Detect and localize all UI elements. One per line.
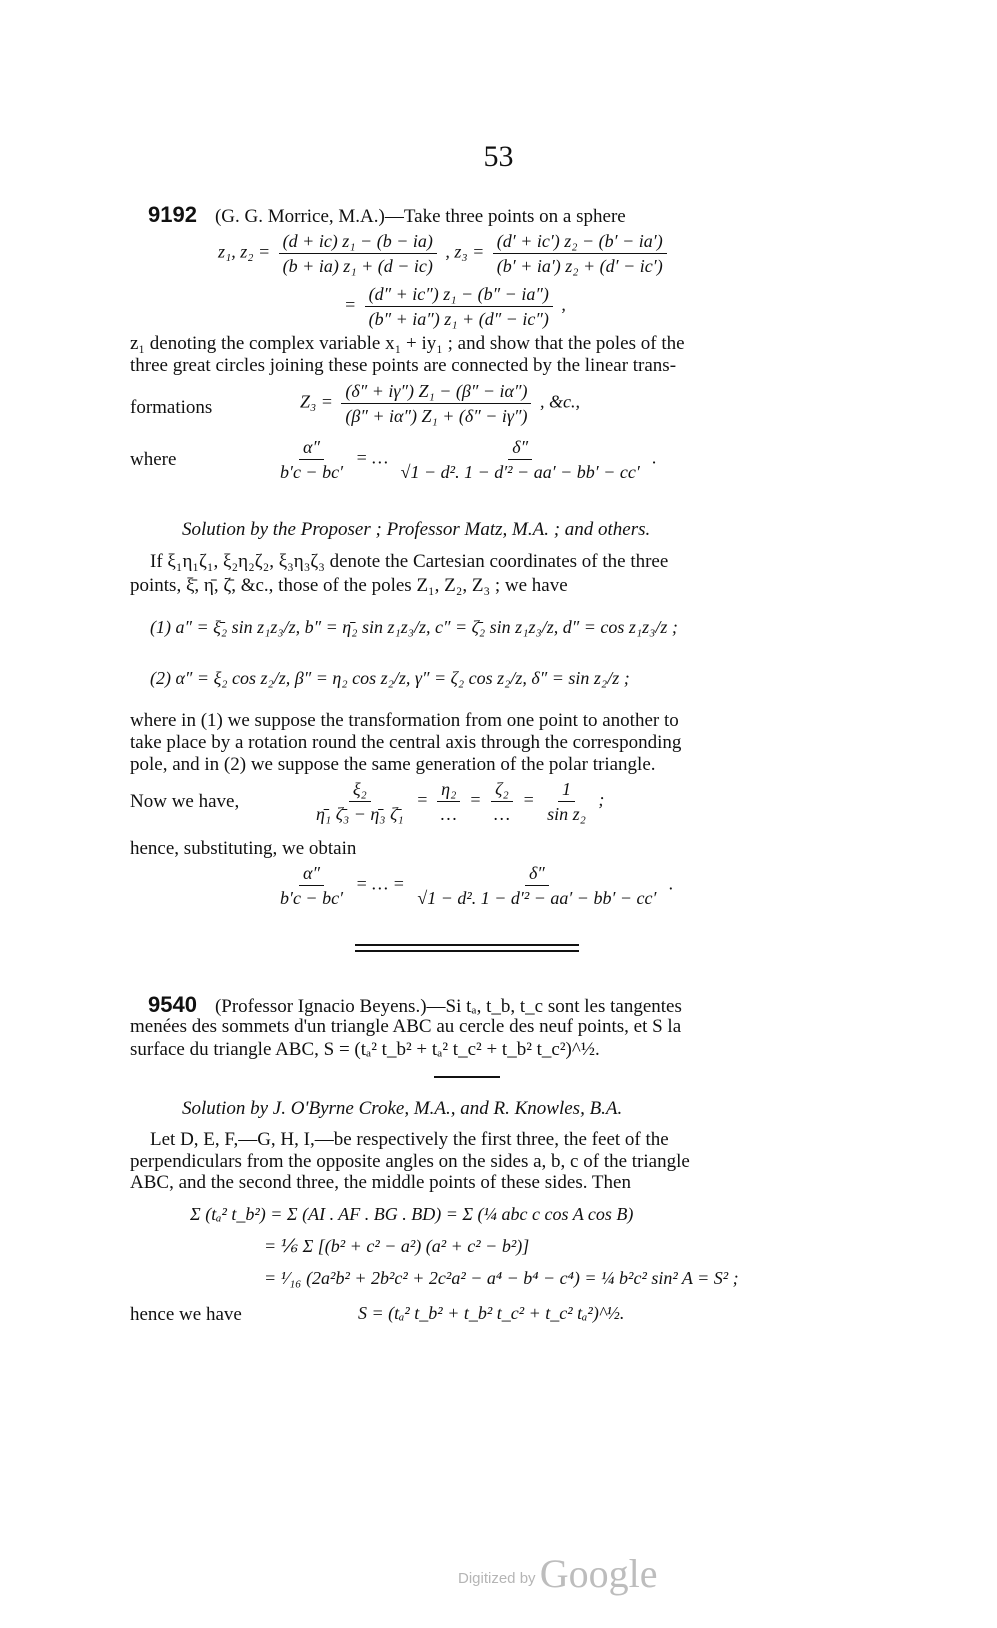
equation-where <box>272 436 657 483</box>
fraction <box>413 862 660 909</box>
eq-mid: , z₃ = <box>445 241 485 262</box>
equation-sum-2: = ⅙ Σ [(b² + c² − a²) (a² + c² − b²)] <box>264 1236 530 1256</box>
text-line: pole, and in (2) we suppose the same generation of the polar triangle. <box>130 754 656 775</box>
text-line: surface du triangle ABC, S = (tₐ² t_b² + tₐ² t_c² + t_b² t_c²)^½. <box>130 1039 600 1060</box>
now-label: Now we have, <box>130 791 240 812</box>
text-line: three great circles joining these points are connected by the linear trans- <box>130 355 677 376</box>
text-line: Let D, E, F,—G, H, I,—be respectively the first three, the feet of the <box>150 1129 669 1150</box>
where-label: where <box>130 449 177 470</box>
denominator: (β″ + iα″) Z₁ + (δ″ − iγ″) <box>345 406 528 426</box>
short-rule <box>434 1076 500 1078</box>
numerator: δ″ <box>508 436 532 460</box>
text-line: perpendiculars from the opposite angles on the sides a, b, c of the triangle <box>130 1151 690 1172</box>
equation-z3-alt <box>344 283 566 330</box>
fraction <box>279 230 437 277</box>
equation-now: $\frac{\text{ξ₂}}{\text{η̄₁ ζ̄₃ − η̄₃ ζ̄₁}}$ = $\frac{\text{η₂}}{\dots}$ = $\frac{\text{ζ₂}}{\dots}$ = $\frac{1}{\text{sin z₂}}$ ; <box>308 778 604 825</box>
text-line: where in (1) we suppose the transformation from one point to another to <box>130 710 679 731</box>
eq-lhs: Z₃ = <box>300 391 333 412</box>
numerator: ξ₂ <box>349 778 371 802</box>
numerator: η₂ <box>437 778 460 802</box>
digitized-watermark <box>458 1550 657 1597</box>
solution-heading: Solution by J. O'Byrne Croke, M.A., and R. Knowles, B.A. <box>182 1098 623 1119</box>
eq-mid: = … = <box>355 873 405 894</box>
problem-number: 9540 <box>148 992 197 1017</box>
text-line: z₁ denoting the complex variable x₁ + iy₁ ; and show that the poles of the <box>130 333 685 354</box>
equation-final <box>272 862 673 909</box>
denominator: … <box>440 804 457 824</box>
hence-label: hence we have <box>130 1304 242 1325</box>
fraction <box>493 230 667 277</box>
eq-tail: , <box>561 294 566 315</box>
denominator: √1 − d². 1 − d′² − aa′ − bb′ − cc′ <box>417 888 657 908</box>
denominator: b′c − bc′ <box>280 888 343 908</box>
solution-heading: Solution by the Proposer ; Professor Matz, M.A. ; and others. <box>182 519 651 540</box>
eq-tail: . <box>668 873 674 894</box>
numerator: (d″ + ic″) z₁ − (b″ − ia″) <box>365 283 553 307</box>
text-line: If ξ₁η₁ζ₁, ξ₂η₂ζ₂, ξ₃η₃ζ₃ denote the Cartesian coordinates of the three <box>150 551 669 572</box>
denominator: (b′ + ia′) z₂ + (d′ − ic′) <box>496 256 663 276</box>
denominator: (b″ + ia″) z₁ + (d″ − ic″) <box>368 309 549 329</box>
eq-tail: ; <box>598 789 605 810</box>
denominator: sin z₂ <box>547 804 586 824</box>
fraction <box>397 436 644 483</box>
fraction <box>365 283 553 330</box>
divider-rule <box>355 944 579 946</box>
fraction <box>276 436 347 483</box>
eq-tail: . <box>652 447 657 468</box>
numerator: ζ₂ <box>491 778 513 802</box>
fraction <box>276 862 347 909</box>
numerator: α″ <box>299 862 324 886</box>
equation-Z3 <box>300 380 580 427</box>
numerator: (d′ + ic′) z₂ − (b′ − ia′) <box>493 230 667 254</box>
digitized-label: Digitized by <box>458 1570 536 1587</box>
text-line: ABC, and the second three, the middle points of these sides. Then <box>130 1172 631 1193</box>
fraction <box>312 778 408 825</box>
text-line: take place by a rotation round the central axis through the corresponding <box>130 732 682 753</box>
denominator: (b + ia) z₁ + (d − ic) <box>282 256 433 276</box>
fraction <box>543 778 590 825</box>
numerator: (d + ic) z₁ − (b − ia) <box>279 230 437 254</box>
problem-9192 <box>148 202 626 229</box>
problem-number: 9192 <box>148 202 197 227</box>
numerator: δ″ <box>525 862 549 886</box>
fraction <box>490 778 514 825</box>
eq-tail: , &c., <box>539 391 580 412</box>
numerator: α″ <box>299 436 324 460</box>
fraction <box>437 778 461 825</box>
problem-line: (Professor Ignacio Beyens.)—Si tₐ, t_b, t_c sont les tangentes <box>214 996 682 1017</box>
fraction <box>341 380 531 427</box>
numerator: 1 <box>558 778 575 802</box>
equation-2: (2) α″ = ξ₂ cos z₂/z, β″ = η₂ cos z₂/z, γ″ = ζ₂ cos z₂/z, δ″ = sin z₂/z ; <box>150 668 630 688</box>
denominator: √1 − d². 1 − d′² − aa′ − bb′ − cc′ <box>400 462 640 482</box>
equation-1: (1) a″ = ξ̄₂ sin z₁z₃/z, b″ = η̄₂ sin z₁z₃/z, c″ = ζ̄₂ sin z₁z₃/z, d″ = cos z₁z₃/z ; <box>150 617 678 637</box>
text-line: hence, substituting, we obtain <box>130 838 357 859</box>
problem-header: (G. G. Morrice, M.A.)—Take three points on a sphere <box>214 206 626 227</box>
eq-lhs: z₁, z₂ = <box>218 241 271 262</box>
text-line: points, ξ̄, η̄, ζ̄, &c., those of the poles Z₁, Z₂, Z₃ ; we have <box>130 575 568 596</box>
equation-S: S = (tₐ² t_b² + t_b² t_c² + t_c² tₐ²)^½. <box>358 1303 625 1323</box>
google-logo: Google <box>539 1551 658 1596</box>
eq-sign: = <box>344 294 357 315</box>
page-number: 53 <box>483 140 514 173</box>
equation-sum-1: Σ (tₐ² t_b²) = Σ (AI . AF . BG . BD) = Σ (¼ abc c cos A cos B) <box>190 1204 634 1224</box>
equation-sum-3: = ¹⁄₁₆ (2a²b² + 2b²c² + 2c²a² − a⁴ − b⁴ − c⁴) = ¼ b²c² sin² A = S² ; <box>264 1268 739 1288</box>
divider-rule <box>355 950 579 952</box>
equation-z1-z2 <box>218 230 671 277</box>
denominator: … <box>493 804 510 824</box>
denominator: b′c − bc′ <box>280 462 343 482</box>
eq-mid: = … <box>355 447 389 468</box>
numerator: (δ″ + iγ″) Z₁ − (β″ − iα″) <box>341 380 531 404</box>
text-line: menées des sommets d'un triangle ABC au cercle des neuf points, et S la <box>130 1016 682 1037</box>
denominator: η̄₁ ζ̄₃ − η̄₃ ζ̄₁ <box>316 804 404 824</box>
formations-label: formations <box>130 397 213 418</box>
